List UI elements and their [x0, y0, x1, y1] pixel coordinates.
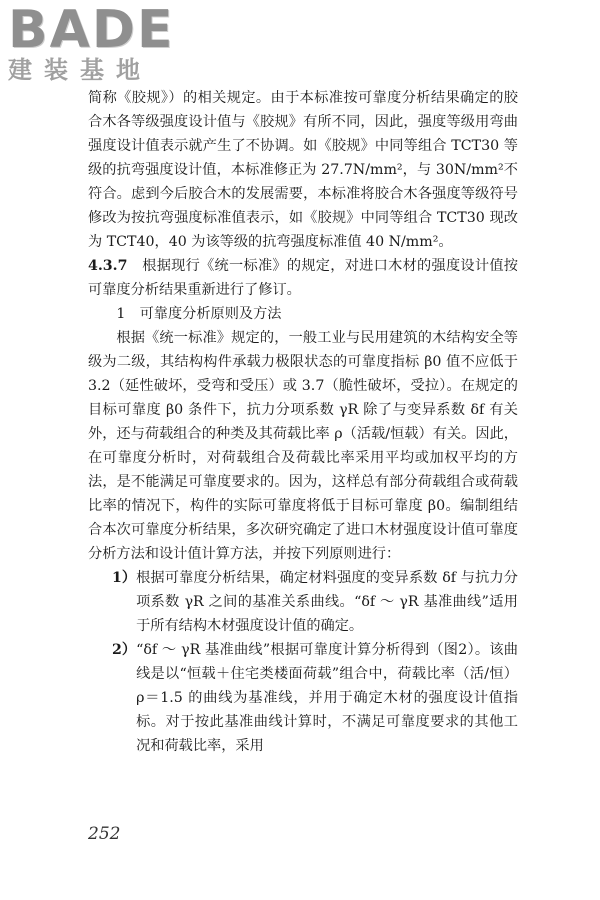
- paragraph-continued: 简称《胶规》）的相关规定。由于本标准按可靠度分析结果确定的胶合木各等级强度设计值与《胶规》有所不同，因此，强度等级用弯曲强度设计值表示就产生了不协调。如《胶规》中同等组合 TCT30 等级的抗弯强度设计值，本标准修正为 27.7N/mm²，与 30N/mm²不符合。虑到今后胶合木的发展需要，本标准将胶合木各强度等级符号修改为按抗弯强度标准值表示，如《胶规》中同等组合 TCT30 现改为 TCT40，40 为该等级的抗弯强度标准值 40 N/mm²。: [88, 90, 518, 250]
- page-number: 252: [88, 824, 121, 844]
- logo-wordmark: BADE: [8, 0, 175, 60]
- clause-4-3-7: [88, 254, 518, 302]
- list-item-number: 2）: [112, 642, 137, 658]
- list-item-number: 1）: [112, 570, 137, 586]
- logo-subtitle: 建装基地: [8, 56, 152, 84]
- publisher-logo: [8, 2, 178, 84]
- paragraph-reliability: 根据《统一标准》规定的，一般工业与民用建筑的木结构安全等级为二级，其结构构件承载力极限状态的可靠度指标 β0 值不应低于 3.2（延性破坏，受弯和受压）或 3.7（脆性破坏，受拉）。在规定的目标可靠度 β0 条件下，抗力分项系数 γR 除了与变异系数 δf 有关外，还与荷载组合的种类及其荷载比率 ρ（活载/恒载）有关。因此，在可靠度分析时，对荷载组合及荷载比率采用平均或加权平均的方法，是不能满足可靠度要求的。因为，这样总有部分荷载组合或荷载比率的情况下，构件的实际可靠度将低于目标可靠度 β0。编制组结合本次可靠度分析结果，多次研究确定了进口木材强度设计值可靠度分析方法和设计值计算方法，并按下列原则进行：: [88, 330, 518, 562]
- clause-text: 根据现行《统一标准》的规定，对进口木材的强度设计值按可靠度分析结果重新进行了修订。: [88, 258, 518, 298]
- list-item-text: “δf ～ γR 基准曲线”根据可靠度计算分析得到（图2）。该曲线是以“恒载＋住宅类楼面荷载”组合中，荷载比率（活/恒）ρ＝1.5 的曲线为基准线，并用于确定木材的强度设计值指标。对于按此基准曲线计算时，不满足可靠度要求的其他工况和荷载比率，采用: [136, 642, 518, 754]
- page-body: [88, 86, 518, 758]
- list-item-text: 根据可靠度分析结果，确定材料强度的变异系数 δf 与抗力分项系数 γR 之间的基准关系曲线。“δf ～ γR 基准曲线”适用于所有结构木材强度设计值的确定。: [136, 570, 518, 634]
- list-item: [112, 638, 518, 758]
- clause-number: 4.3.7: [88, 258, 128, 274]
- section-subheading: 1 可靠度分析原则及方法: [116, 306, 282, 322]
- list-item: [112, 566, 518, 638]
